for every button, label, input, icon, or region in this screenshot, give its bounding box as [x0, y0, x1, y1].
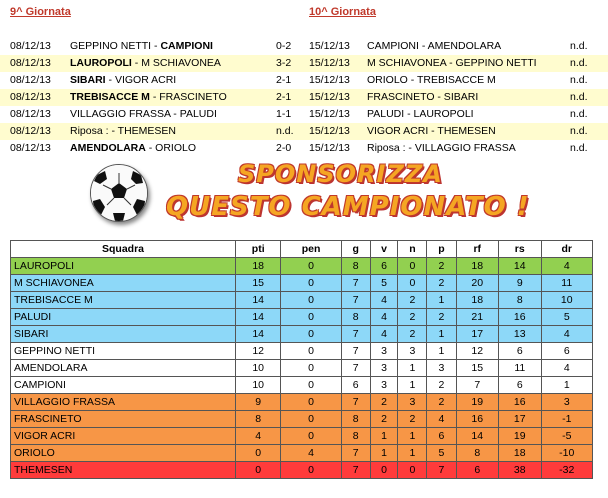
away-team: CAMPIONI [160, 40, 213, 52]
column-header: pti [236, 241, 281, 258]
stat-cell: 3 [370, 343, 398, 360]
fixture-date-r9: 08/12/13 [10, 74, 51, 86]
standings-header-row [11, 241, 593, 258]
fixture-date-r9: 08/12/13 [10, 108, 51, 120]
stat-cell: 1 [398, 377, 427, 394]
stat-cell: 9 [236, 394, 281, 411]
standings-table [10, 240, 593, 479]
round-9-title: 9^ Giornata [10, 6, 71, 18]
stat-cell: 7 [341, 445, 370, 462]
stat-cell: 4 [427, 411, 456, 428]
column-header: p [427, 241, 456, 258]
fixture-match-r10: CAMPIONI - AMENDOLARA [367, 40, 502, 52]
stat-cell: 8 [341, 309, 370, 326]
team-name: GEPPINO NETTI [11, 343, 236, 360]
fixture-row [0, 89, 608, 106]
stat-cell: 15 [456, 360, 499, 377]
team-name: VIGOR ACRI [11, 428, 236, 445]
stat-cell: 1 [427, 292, 456, 309]
stat-cell: 1 [398, 360, 427, 377]
stat-cell: 2 [427, 258, 456, 275]
round-10-title: 10^ Giornata [309, 6, 376, 18]
stat-cell: 21 [456, 309, 499, 326]
away-team: THEMESEN [117, 125, 177, 137]
stat-cell: 0 [398, 275, 427, 292]
stat-cell: 6 [499, 377, 542, 394]
team-name: TREBISACCE M [11, 292, 236, 309]
home-team: TREBISACCE M [70, 91, 150, 103]
stat-cell: 4 [541, 360, 592, 377]
stat-cell: 17 [499, 411, 542, 428]
fixture-score-r9: 0-2 [276, 40, 292, 52]
fixture-score-r10: n.d. [570, 142, 588, 154]
team-name: ORIOLO [11, 445, 236, 462]
fixture-date-r10: 15/12/13 [309, 125, 350, 137]
stat-cell: 2 [427, 394, 456, 411]
fixture-score-r9: 2-0 [276, 142, 292, 154]
fixture-score-r9: 2-1 [276, 91, 292, 103]
column-header: Squadra [11, 241, 236, 258]
fixture-match-r9 [70, 38, 213, 55]
stat-cell: 9 [499, 275, 542, 292]
stat-cell: 1 [427, 343, 456, 360]
separator: - [145, 142, 156, 154]
stat-cell: 16 [456, 411, 499, 428]
stat-cell: 4 [370, 292, 398, 309]
fixture-match-r10: FRASCINETO - SIBARI [367, 91, 479, 103]
stat-cell: 0 [281, 394, 341, 411]
fixture-match-r9 [70, 140, 196, 157]
stat-cell: 2 [398, 326, 427, 343]
separator: - [105, 74, 115, 86]
stat-cell: 13 [499, 326, 542, 343]
fixture-row [0, 140, 608, 157]
stat-cell: 8 [341, 258, 370, 275]
stat-cell: 8 [456, 445, 499, 462]
stat-cell: 1 [541, 377, 592, 394]
stat-cell: 0 [236, 462, 281, 479]
stat-cell: 6 [370, 258, 398, 275]
team-name: AMENDOLARA [11, 360, 236, 377]
stat-cell: 4 [541, 258, 592, 275]
standings-row [11, 292, 593, 309]
stat-cell: 0 [281, 411, 341, 428]
stat-cell: 19 [456, 394, 499, 411]
stat-cell: 10 [541, 292, 592, 309]
stat-cell: 10 [236, 377, 281, 394]
stat-cell: 0 [281, 462, 341, 479]
stat-cell: 4 [370, 326, 398, 343]
fixture-date-r10: 15/12/13 [309, 91, 350, 103]
fixture-date-r10: 15/12/13 [309, 40, 350, 52]
stat-cell: 8 [341, 411, 370, 428]
stat-cell: 18 [499, 445, 542, 462]
fixture-score-r10: n.d. [570, 74, 588, 86]
away-team: PALUDI [179, 108, 217, 120]
stat-cell: 6 [341, 377, 370, 394]
stat-cell: 18 [456, 292, 499, 309]
fixture-date-r10: 15/12/13 [309, 57, 350, 69]
soccer-ball-icon [90, 164, 148, 222]
fixture-date-r9: 08/12/13 [10, 125, 51, 137]
stat-cell: 11 [499, 360, 542, 377]
stat-cell: 14 [236, 309, 281, 326]
stat-cell: 2 [427, 377, 456, 394]
stat-cell: 4 [236, 428, 281, 445]
stat-cell: -5 [541, 428, 592, 445]
stat-cell: 0 [370, 462, 398, 479]
fixture-date-r9: 08/12/13 [10, 142, 51, 154]
team-name: FRASCINETO [11, 411, 236, 428]
stat-cell: 0 [281, 326, 341, 343]
standings-row [11, 275, 593, 292]
standings-row [11, 377, 593, 394]
home-team: AMENDOLARA [70, 142, 146, 154]
stat-cell: 8 [341, 428, 370, 445]
fixture-date-r10: 15/12/13 [309, 142, 350, 154]
stat-cell: 10 [236, 360, 281, 377]
stat-cell: 2 [398, 292, 427, 309]
fixture-match-r10: Riposa : - VILLAGGIO FRASSA [367, 142, 516, 154]
team-name: LAUROPOLI [11, 258, 236, 275]
stat-cell: 2 [398, 411, 427, 428]
stat-cell: 18 [456, 258, 499, 275]
fixture-score-r9: n.d. [276, 125, 294, 137]
fixture-match-r10: PALUDI - LAUROPOLI [367, 108, 474, 120]
column-header: pen [281, 241, 341, 258]
stat-cell: -10 [541, 445, 592, 462]
fixture-date-r9: 08/12/13 [10, 91, 51, 103]
fixture-row [0, 72, 608, 89]
standings-row [11, 258, 593, 275]
fixture-row [0, 123, 608, 140]
stat-cell: 7 [341, 275, 370, 292]
home-team: LAUROPOLI [70, 57, 132, 69]
away-team: M SCHIAVONEA [141, 57, 221, 69]
stat-cell: 6 [456, 462, 499, 479]
stat-cell: 3 [427, 360, 456, 377]
stat-cell: 16 [499, 309, 542, 326]
stat-cell: 38 [499, 462, 542, 479]
sponsor-line-1: SPONSORIZZA [238, 160, 443, 188]
stat-cell: 2 [370, 411, 398, 428]
separator: - [111, 125, 118, 137]
stat-cell: 0 [281, 275, 341, 292]
fixture-match-r10: VIGOR ACRI - THEMESEN [367, 125, 496, 137]
stat-cell: 2 [427, 275, 456, 292]
fixture-date-r10: 15/12/13 [309, 108, 350, 120]
home-team: SIBARI [70, 74, 106, 86]
stat-cell: 1 [370, 445, 398, 462]
stat-cell: 18 [236, 258, 281, 275]
stat-cell: 20 [456, 275, 499, 292]
separator: - [170, 108, 180, 120]
stat-cell: 6 [541, 343, 592, 360]
fixture-match-r10: M SCHIAVONEA - GEPPINO NETTI [367, 57, 537, 69]
stat-cell: 2 [398, 309, 427, 326]
stat-cell: 7 [341, 462, 370, 479]
stat-cell: 5 [370, 275, 398, 292]
team-name: THEMESEN [11, 462, 236, 479]
column-header: dr [541, 241, 592, 258]
stat-cell: 0 [398, 258, 427, 275]
standings-row [11, 411, 593, 428]
stat-cell: 0 [281, 360, 341, 377]
stat-cell: 1 [427, 326, 456, 343]
stat-cell: 14 [456, 428, 499, 445]
standings-row [11, 445, 593, 462]
stat-cell: 0 [281, 309, 341, 326]
stat-cell: 11 [541, 275, 592, 292]
standings-row [11, 360, 593, 377]
stat-cell: 5 [541, 309, 592, 326]
stat-cell: 7 [341, 292, 370, 309]
column-header: n [398, 241, 427, 258]
fixture-score-r9: 1-1 [276, 108, 292, 120]
fixtures-list [0, 38, 608, 157]
sponsor-banner [0, 158, 608, 233]
stat-cell: 8 [236, 411, 281, 428]
fixture-match-r9 [70, 55, 221, 72]
fixture-score-r10: n.d. [570, 91, 588, 103]
fixture-score-r10: n.d. [570, 125, 588, 137]
stat-cell: 0 [281, 258, 341, 275]
stat-cell: 3 [370, 360, 398, 377]
home-team: GEPPINO NETTI [70, 40, 152, 52]
home-team: Riposa : [70, 125, 112, 137]
stat-cell: 3 [398, 394, 427, 411]
standings-row [11, 428, 593, 445]
stat-cell: 1 [398, 428, 427, 445]
fixture-match-r10: ORIOLO - TREBISACCE M [367, 74, 496, 86]
sponsor-line-2: QUESTO CAMPIONATO ! [166, 192, 530, 222]
away-team: FRASCINETO [159, 91, 227, 103]
stat-cell: 14 [236, 292, 281, 309]
separator: - [149, 91, 160, 103]
column-header: rf [456, 241, 499, 258]
stat-cell: -1 [541, 411, 592, 428]
fixture-match-r9 [70, 106, 217, 123]
team-name: PALUDI [11, 309, 236, 326]
stat-cell: 7 [427, 462, 456, 479]
fixture-date-r9: 08/12/13 [10, 40, 51, 52]
stat-cell: 1 [398, 445, 427, 462]
stat-cell: 7 [456, 377, 499, 394]
stat-cell: 0 [281, 343, 341, 360]
fixture-score-r9: 3-2 [276, 57, 292, 69]
stat-cell: 16 [499, 394, 542, 411]
stat-cell: 7 [341, 360, 370, 377]
fixture-match-r9 [70, 123, 176, 140]
column-header: v [370, 241, 398, 258]
fixture-match-r9 [70, 72, 176, 89]
stat-cell: 0 [281, 428, 341, 445]
stat-cell: 4 [370, 309, 398, 326]
fixture-row [0, 106, 608, 123]
fixture-score-r10: n.d. [570, 40, 588, 52]
stat-cell: -32 [541, 462, 592, 479]
fixture-match-r9 [70, 89, 227, 106]
stat-cell: 12 [456, 343, 499, 360]
stat-cell: 0 [236, 445, 281, 462]
stat-cell: 0 [281, 377, 341, 394]
stat-cell: 8 [499, 292, 542, 309]
separator: - [131, 57, 142, 69]
standings-row [11, 394, 593, 411]
stat-cell: 17 [456, 326, 499, 343]
stat-cell: 14 [236, 326, 281, 343]
column-header: g [341, 241, 370, 258]
team-name: SIBARI [11, 326, 236, 343]
team-name: VILLAGGIO FRASSA [11, 394, 236, 411]
home-team: VILLAGGIO FRASSA [70, 108, 171, 120]
stat-cell: 3 [370, 377, 398, 394]
column-header: rs [499, 241, 542, 258]
standings-row [11, 343, 593, 360]
stat-cell: 4 [281, 445, 341, 462]
stat-cell: 2 [370, 394, 398, 411]
fixture-date-r10: 15/12/13 [309, 74, 350, 86]
stat-cell: 7 [341, 326, 370, 343]
stat-cell: 4 [541, 326, 592, 343]
fixture-date-r9: 08/12/13 [10, 57, 51, 69]
stat-cell: 5 [427, 445, 456, 462]
stat-cell: 1 [370, 428, 398, 445]
stat-cell: 3 [541, 394, 592, 411]
stat-cell: 14 [499, 258, 542, 275]
fixture-row [0, 55, 608, 72]
stat-cell: 0 [281, 292, 341, 309]
stat-cell: 0 [398, 462, 427, 479]
standings-row [11, 309, 593, 326]
away-team: VIGOR ACRI [114, 74, 177, 86]
separator: - [151, 40, 161, 52]
fixture-score-r9: 2-1 [276, 74, 292, 86]
stat-cell: 19 [499, 428, 542, 445]
team-name: M SCHIAVONEA [11, 275, 236, 292]
stat-cell: 6 [427, 428, 456, 445]
fixture-score-r10: n.d. [570, 108, 588, 120]
stat-cell: 15 [236, 275, 281, 292]
standings-row [11, 326, 593, 343]
stat-cell: 2 [427, 309, 456, 326]
team-name: CAMPIONI [11, 377, 236, 394]
stat-cell: 6 [499, 343, 542, 360]
stat-cell: 12 [236, 343, 281, 360]
stat-cell: 7 [341, 343, 370, 360]
away-team: ORIOLO [155, 142, 197, 154]
fixture-row [0, 38, 608, 55]
stat-cell: 7 [341, 394, 370, 411]
stat-cell: 3 [398, 343, 427, 360]
fixture-score-r10: n.d. [570, 57, 588, 69]
standings-row [11, 462, 593, 479]
